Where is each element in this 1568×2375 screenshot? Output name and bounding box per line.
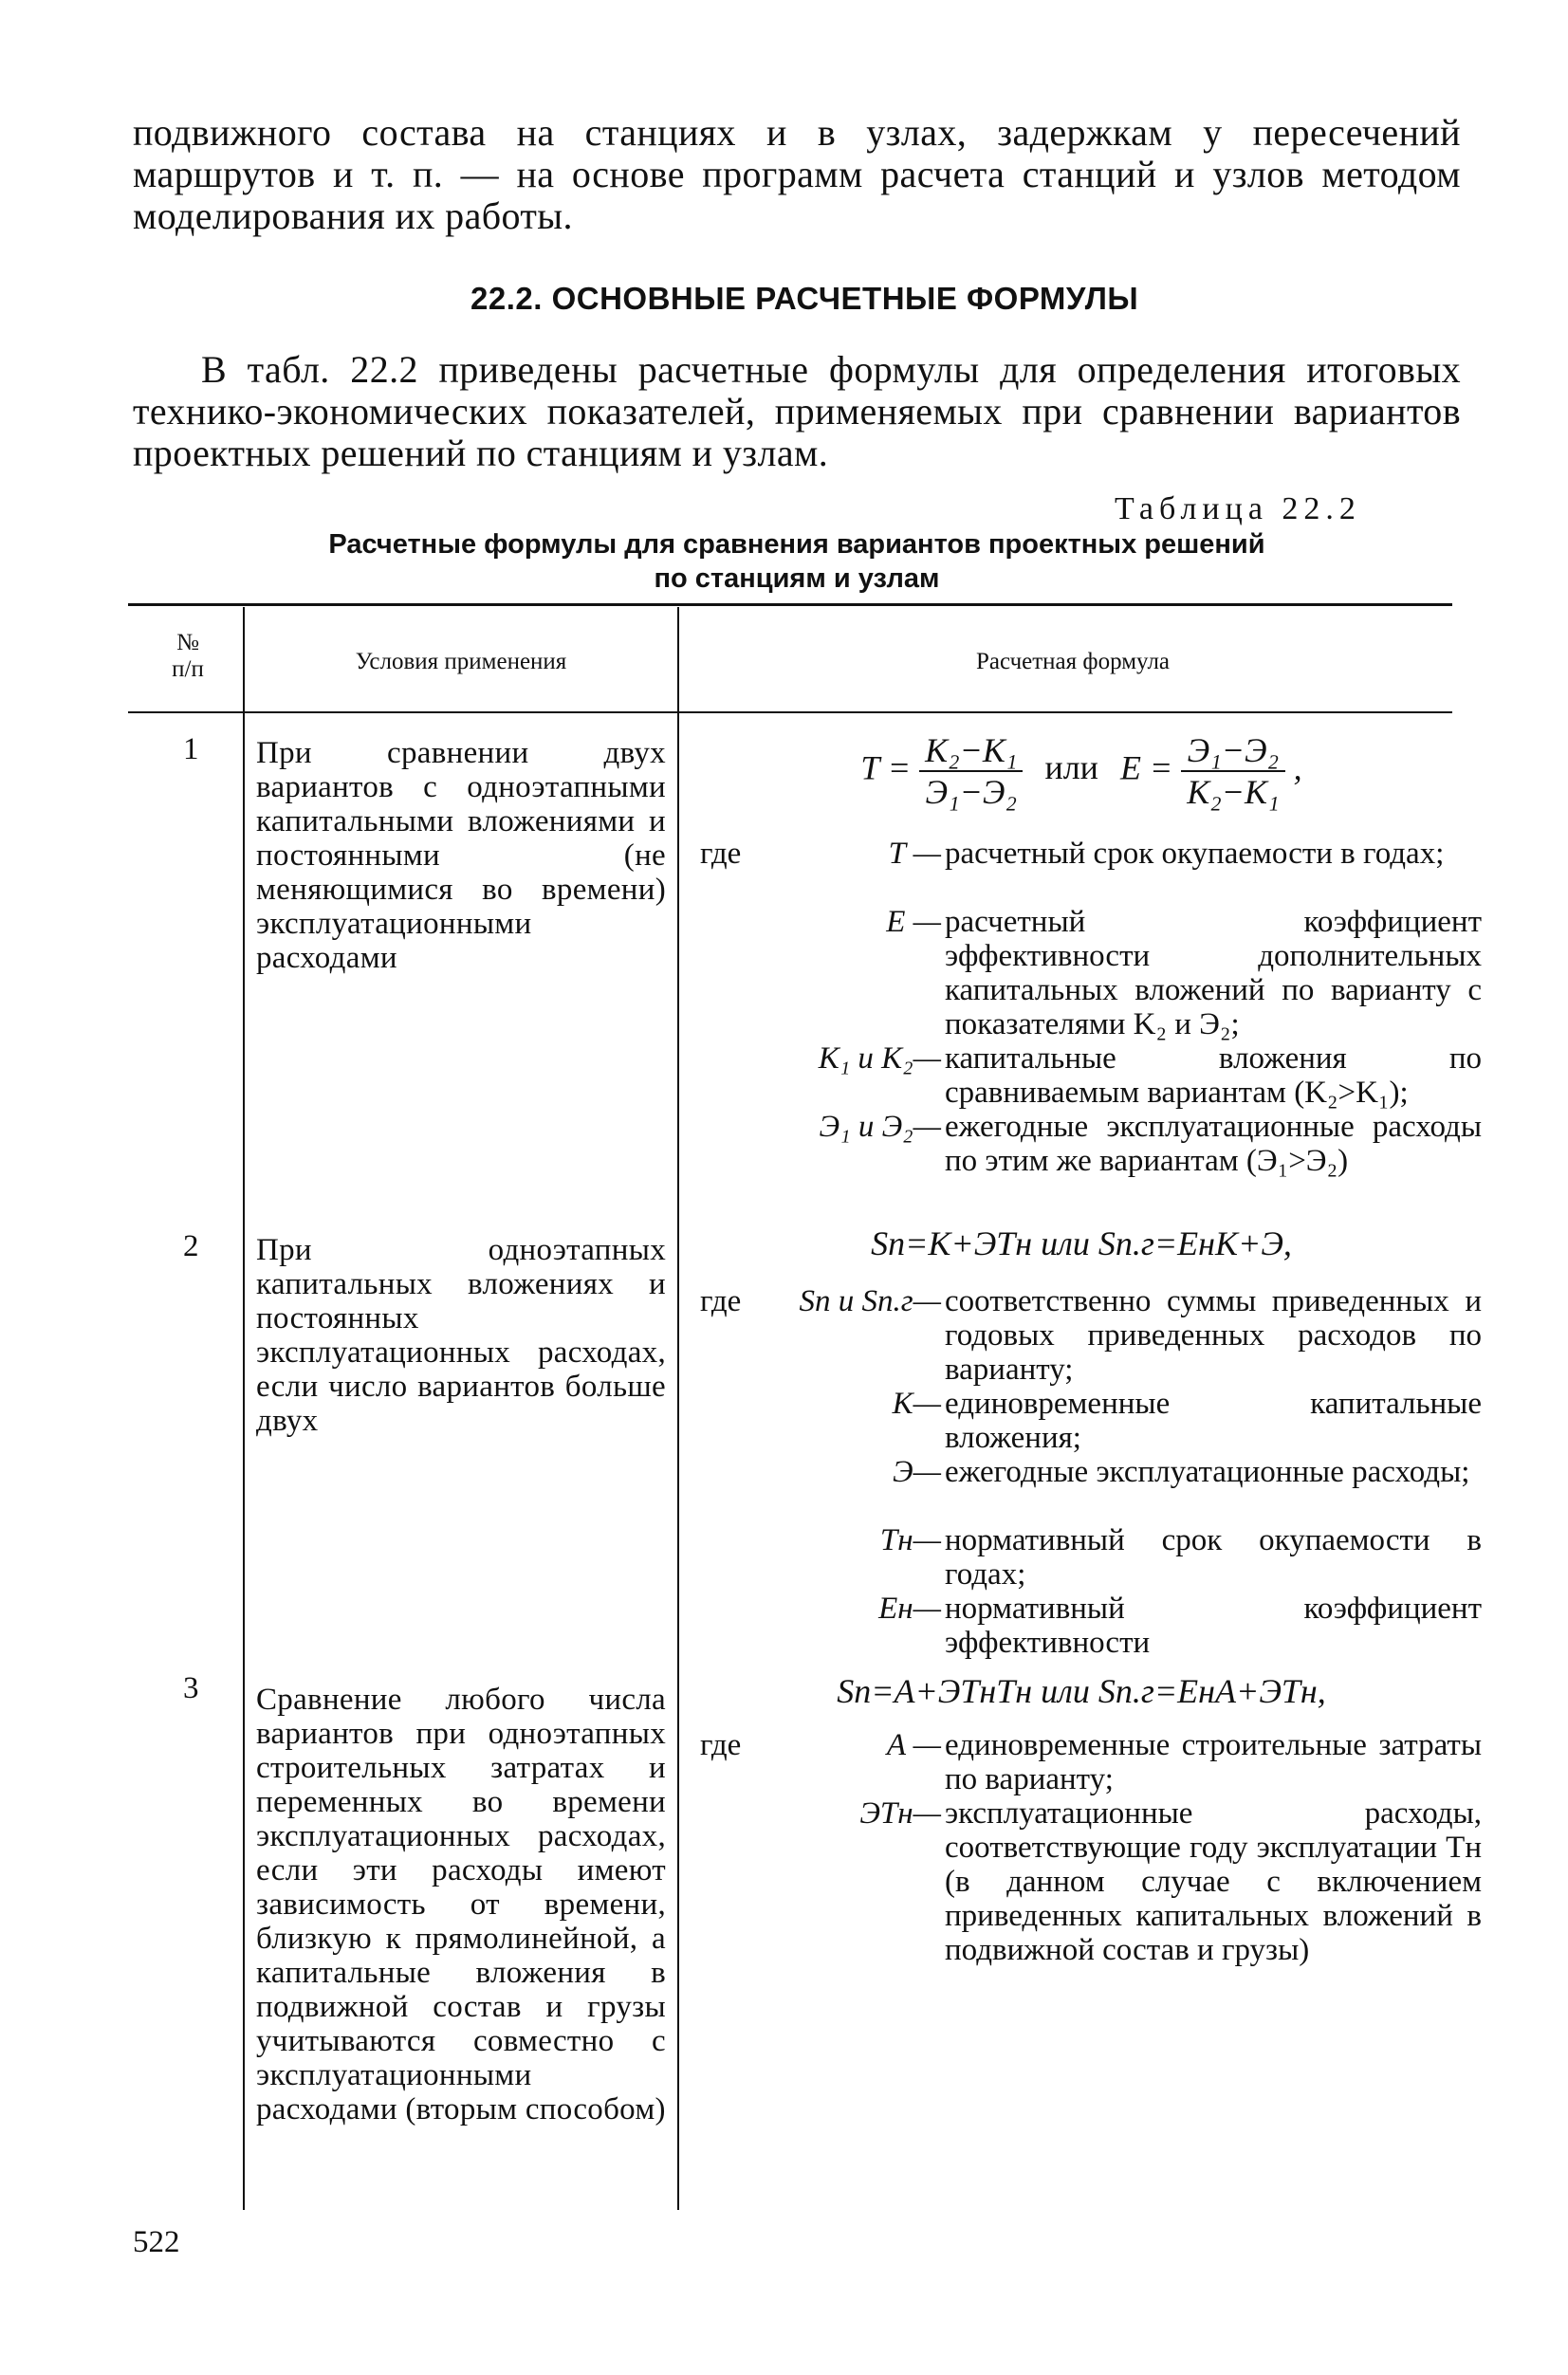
intro-paragraph: подвижного состава на станциях и в узлах, задержкам у пересечений маршрутов и т. п. — на основе программ расчета станций и узлов методом моделирования их работы.	[133, 111, 1461, 237]
row-formula: Sп=A+ЭTнTн или Sп.г=EнA+ЭTн,	[837, 1672, 1326, 1710]
definition: Sп и Sп.г— соответственно суммы приведенных и годовых приведенных расходов по варианту;	[799, 1284, 1482, 1387]
definition: Tн— нормативный срок окупаемости в годах;	[879, 1523, 1482, 1592]
table-title	[133, 527, 1461, 596]
where-label: где	[700, 1728, 742, 1762]
definition: E — расчетный коэффициент эффективности дополнительных капитальных вложений по варианту с показателями K₂ и Э₂;	[886, 905, 1482, 1041]
definition: Э₁ и Э₂— ежегодные эксплуатационные расходы по этим же вариантам (Э₁>Э₂)	[819, 1110, 1482, 1178]
table-label: Таблица 22.2	[1115, 491, 1361, 526]
column-divider-2	[677, 607, 679, 2210]
where-label: где	[700, 837, 742, 871]
section-heading: 22.2. ОСНОВНЫЕ РАСЧЕТНЫЕ ФОРМУЛЫ	[470, 281, 1139, 316]
table-header-rule	[128, 711, 1452, 713]
where-label: где	[700, 1284, 742, 1318]
definition: K₁ и K₂— капитальные вложения по сравниваемым вариантам (K₂>K₁);	[818, 1041, 1482, 1110]
row-condition: Сравнение любого числа вариантов при одноэтапных строительных затратах и переменных во времени эксплуатационных расходах, если эти расходы имеют зависимость от времени, близкую к прямолинейной, а капитальные вложения в подвижной состав и грузы учитываются совместно с эксплуатационными расходами (вторым способом)	[256, 1683, 666, 2126]
definition: K— единовременные капитальные вложения;	[892, 1387, 1482, 1455]
row-formula: T = $\frac{\text{K₂−K₁}}{\text{Э₁−Э₂}}$ или E = $\frac{\text{Э₁−Э₂}}{\text{K₂−K₁}}$ ,	[860, 731, 1302, 811]
row-number: 3	[183, 1671, 199, 1705]
col-header-formula: Расчетная формула	[975, 649, 1171, 674]
body-paragraph: В табл. 22.2 приведены расчетные формулы для определения итоговых технико-экономических показателей, применяемых при сравнении вариантов проектных решений по станциям и узлам.	[133, 348, 1461, 474]
fraction: $\frac{\text{Э₁−Э₂}}{\text{K₂−K₁}}$	[1181, 730, 1284, 812]
row-number: 2	[183, 1229, 199, 1263]
definition: Э— ежегодные эксплуатационные расходы;	[893, 1455, 1470, 1489]
row-condition: При одноэтапных капитальных вложениях и постоянных эксплуатационных расходах, если число вариантов больше двух	[256, 1233, 666, 1438]
definition: T — расчетный срок окупаемости в годах;	[888, 837, 1445, 871]
definition: ЭTн— эксплуатационные расходы, соответствующие году эксплуатации Tн (в данном случае с включением приведенных капитальных вложений в подвижной состав и грузы)	[859, 1796, 1482, 1967]
row-number: 1	[183, 732, 199, 766]
page-number: 522	[133, 2225, 180, 2259]
table-title-line1: Расчетные формулы для сравнения вариантов проектных решений	[328, 529, 1265, 560]
row-formula: Sп=K+ЭTн или Sп.г=EнK+Э,	[871, 1224, 1292, 1262]
definition: Eн— нормативный коэффициент эффективности	[878, 1592, 1482, 1660]
col-header-conditions: Условия применения	[355, 649, 567, 674]
row-condition: При сравнении двух вариантов с одноэтапными капитальными вложениями и постоянными (не меняющимися во времени) эксплуатационными расходами	[256, 736, 666, 975]
table-top-rule	[128, 603, 1452, 606]
table-title-line2: по станциям и узлам	[654, 563, 940, 594]
definition: A — единовременные строительные затраты по варианту;	[886, 1728, 1482, 1796]
fraction: $\frac{\text{K₂−K₁}}{\text{Э₁−Э₂}}$	[919, 730, 1023, 812]
column-divider-1	[243, 607, 245, 2210]
col-header-number: № п/п	[172, 630, 204, 682]
